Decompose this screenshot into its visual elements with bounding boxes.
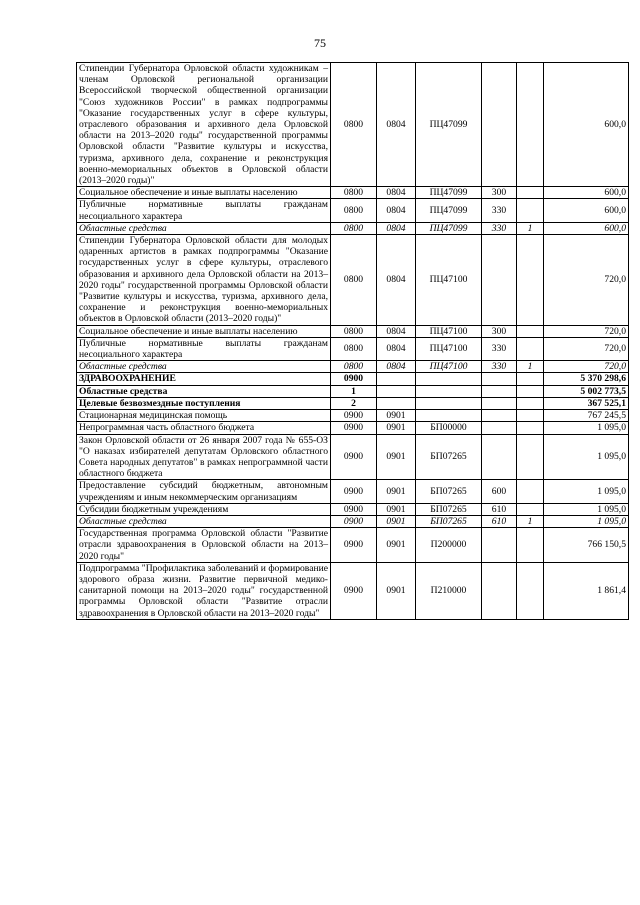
row-name: ЗДРАВООХРАНЕНИЕ bbox=[77, 373, 331, 385]
row-name: Стипендии Губернатора Орловской области художникам – членам Орловской региональной организации Всероссийской творческой общественной организации "Союз художников России" в рамках подпрограммы "Оказание государственных услуг в сфере культуры, отраслевого образования и архивного дела Орловской области на 2013–2020 годы" государственной программы Орловской области "Развитие культуры и искусства, туризма, архивного дела, сохранение и реконструкция военно-мемориальных объектов в Орловской области (2013–2020 годы)" bbox=[77, 63, 331, 187]
row-amount: 600,0 bbox=[544, 199, 629, 222]
row-section-code: 0900 bbox=[331, 515, 377, 527]
table-row bbox=[77, 187, 629, 199]
row-funding-source bbox=[517, 528, 544, 563]
table-row bbox=[77, 235, 629, 326]
row-section-code: 0800 bbox=[331, 325, 377, 337]
row-amount: 600,0 bbox=[544, 222, 629, 234]
row-section-code: 0800 bbox=[331, 187, 377, 199]
row-funding-source: 1 bbox=[517, 515, 544, 527]
row-subsection-code: 0804 bbox=[377, 187, 416, 199]
row-funding-source bbox=[517, 199, 544, 222]
row-target-article: П200000 bbox=[416, 528, 482, 563]
row-target-article: ПЦ47100 bbox=[416, 337, 482, 360]
row-funding-source bbox=[517, 562, 544, 619]
table-row bbox=[77, 337, 629, 360]
row-amount: 720,0 bbox=[544, 361, 629, 373]
row-amount: 766 150,5 bbox=[544, 528, 629, 563]
row-name: Социальное обеспечение и иные выплаты населению bbox=[77, 187, 331, 199]
row-funding-source: 1 bbox=[517, 222, 544, 234]
row-expense-type: 600 bbox=[482, 480, 517, 503]
row-amount: 1 095,0 bbox=[544, 503, 629, 515]
row-target-article: БП07265 bbox=[416, 480, 482, 503]
row-expense-type: 330 bbox=[482, 199, 517, 222]
row-target-article bbox=[416, 373, 482, 385]
row-subsection-code bbox=[377, 397, 416, 409]
row-name: Публичные нормативные выплаты гражданам несоциального характера bbox=[77, 337, 331, 360]
row-expense-type bbox=[482, 434, 517, 480]
row-section-code: 0800 bbox=[331, 199, 377, 222]
row-section-code: 0900 bbox=[331, 373, 377, 385]
row-target-article bbox=[416, 410, 482, 422]
row-name: Подпрограмма "Профилактика заболеваний и формирование здорового образа жизни. Развитие первичной медико-санитарной помощи на 2013–2020 годы" государственной программы Орловской области "Развитие отрасли здравоохранения в Орловской области на 2013–2020 годы" bbox=[77, 562, 331, 619]
row-amount: 1 861,4 bbox=[544, 562, 629, 619]
row-name: Областные средства bbox=[77, 385, 331, 397]
row-expense-type bbox=[482, 63, 517, 187]
row-section-code: 0800 bbox=[331, 63, 377, 187]
table-row bbox=[77, 361, 629, 373]
row-section-code: 0900 bbox=[331, 434, 377, 480]
table-row bbox=[77, 434, 629, 480]
row-amount: 1 095,0 bbox=[544, 480, 629, 503]
row-subsection-code: 0804 bbox=[377, 199, 416, 222]
row-name: Областные средства bbox=[77, 222, 331, 234]
row-funding-source: 1 bbox=[517, 361, 544, 373]
row-target-article: ПЦ47100 bbox=[416, 235, 482, 326]
row-expense-type: 610 bbox=[482, 503, 517, 515]
budget-table bbox=[76, 62, 629, 620]
row-expense-type bbox=[482, 397, 517, 409]
table-row bbox=[77, 373, 629, 385]
table-row bbox=[77, 63, 629, 187]
row-subsection-code: 0901 bbox=[377, 528, 416, 563]
row-subsection-code: 0901 bbox=[377, 480, 416, 503]
row-funding-source bbox=[517, 235, 544, 326]
row-name: Социальное обеспечение и иные выплаты населению bbox=[77, 325, 331, 337]
row-section-code: 0800 bbox=[331, 235, 377, 326]
row-expense-type bbox=[482, 528, 517, 563]
row-subsection-code: 0901 bbox=[377, 562, 416, 619]
row-expense-type: 300 bbox=[482, 187, 517, 199]
table-row bbox=[77, 528, 629, 563]
row-section-code: 1 bbox=[331, 385, 377, 397]
table-row bbox=[77, 562, 629, 619]
row-target-article: БП00000 bbox=[416, 422, 482, 434]
row-target-article: П210000 bbox=[416, 562, 482, 619]
row-target-article: ПЦ47099 bbox=[416, 222, 482, 234]
row-funding-source bbox=[517, 187, 544, 199]
row-expense-type: 610 bbox=[482, 515, 517, 527]
page-number: 75 bbox=[314, 36, 326, 50]
row-funding-source bbox=[517, 503, 544, 515]
row-target-article: ПЦ47100 bbox=[416, 325, 482, 337]
table-row bbox=[77, 397, 629, 409]
row-name: Областные средства bbox=[77, 361, 331, 373]
row-funding-source bbox=[517, 434, 544, 480]
row-target-article: БП07265 bbox=[416, 434, 482, 480]
row-name: Непрограммная часть областного бюджета bbox=[77, 422, 331, 434]
row-funding-source bbox=[517, 410, 544, 422]
table-row bbox=[77, 422, 629, 434]
row-funding-source bbox=[517, 373, 544, 385]
row-section-code: 0900 bbox=[331, 503, 377, 515]
row-target-article: ПЦ47100 bbox=[416, 361, 482, 373]
row-section-code: 0800 bbox=[331, 337, 377, 360]
row-target-article bbox=[416, 397, 482, 409]
row-target-article: ПЦ47099 bbox=[416, 63, 482, 187]
row-subsection-code: 0804 bbox=[377, 235, 416, 326]
table-row bbox=[77, 385, 629, 397]
table-row bbox=[77, 222, 629, 234]
budget-table-body bbox=[77, 63, 629, 620]
row-amount: 5 370 298,6 bbox=[544, 373, 629, 385]
row-subsection-code bbox=[377, 385, 416, 397]
row-amount: 1 095,0 bbox=[544, 515, 629, 527]
row-expense-type: 300 bbox=[482, 325, 517, 337]
table-row bbox=[77, 515, 629, 527]
row-expense-type bbox=[482, 410, 517, 422]
row-section-code: 0900 bbox=[331, 410, 377, 422]
row-name: Стипендии Губернатора Орловской области для молодых одаренных артистов в рамках подпрограммы "Оказание государственных услуг в сфере культуры, отраслевого образования и архивного дела Орловской области на 2013–2020 годы" государственной программы Орловской области "Развитие культуры и искусства, туризма, архивного дела, сохранение и реконструкция военно-мемориальных объектов в Орловской области (2013–2020 годы)" bbox=[77, 235, 331, 326]
row-subsection-code: 0804 bbox=[377, 325, 416, 337]
row-funding-source bbox=[517, 337, 544, 360]
row-section-code: 0800 bbox=[331, 361, 377, 373]
table-row bbox=[77, 199, 629, 222]
row-expense-type bbox=[482, 373, 517, 385]
table-row bbox=[77, 410, 629, 422]
row-funding-source bbox=[517, 63, 544, 187]
row-target-article: ПЦ47099 bbox=[416, 199, 482, 222]
row-name: Целевые безвозмездные поступления bbox=[77, 397, 331, 409]
row-subsection-code: 0901 bbox=[377, 410, 416, 422]
row-subsection-code: 0804 bbox=[377, 337, 416, 360]
row-expense-type bbox=[482, 385, 517, 397]
row-target-article: БП07265 bbox=[416, 515, 482, 527]
row-amount: 1 095,0 bbox=[544, 434, 629, 480]
row-section-code: 0900 bbox=[331, 480, 377, 503]
row-amount: 600,0 bbox=[544, 63, 629, 187]
row-amount: 720,0 bbox=[544, 325, 629, 337]
row-expense-type bbox=[482, 562, 517, 619]
row-amount: 1 095,0 bbox=[544, 422, 629, 434]
row-amount: 720,0 bbox=[544, 337, 629, 360]
row-expense-type: 330 bbox=[482, 222, 517, 234]
row-name: Предоставление субсидий бюджетным, автономным учреждениям и иным некоммерческим организациям bbox=[77, 480, 331, 503]
row-expense-type bbox=[482, 235, 517, 326]
row-target-article: БП07265 bbox=[416, 503, 482, 515]
row-section-code: 0900 bbox=[331, 562, 377, 619]
row-section-code: 0900 bbox=[331, 422, 377, 434]
row-section-code: 2 bbox=[331, 397, 377, 409]
row-name: Областные средства bbox=[77, 515, 331, 527]
row-expense-type: 330 bbox=[482, 361, 517, 373]
row-name: Субсидии бюджетным учреждениям bbox=[77, 503, 331, 515]
row-funding-source bbox=[517, 422, 544, 434]
row-subsection-code: 0804 bbox=[377, 361, 416, 373]
row-subsection-code: 0804 bbox=[377, 63, 416, 187]
row-name: Государственная программа Орловской области "Развитие отрасли здравоохранения в Орловской области на 2013–2020 годы" bbox=[77, 528, 331, 563]
row-funding-source bbox=[517, 325, 544, 337]
table-row bbox=[77, 480, 629, 503]
row-subsection-code: 0901 bbox=[377, 422, 416, 434]
row-expense-type: 330 bbox=[482, 337, 517, 360]
row-name: Закон Орловской области от 26 января 2007 года № 655-ОЗ "О наказах избирателей депутатам Орловского областного Совета народных депутатов" в рамках непрограммной части областного бюджета bbox=[77, 434, 331, 480]
row-subsection-code: 0901 bbox=[377, 503, 416, 515]
row-subsection-code: 0901 bbox=[377, 515, 416, 527]
row-subsection-code bbox=[377, 373, 416, 385]
row-expense-type bbox=[482, 422, 517, 434]
row-name: Стационарная медицинская помощь bbox=[77, 410, 331, 422]
row-funding-source bbox=[517, 397, 544, 409]
row-target-article bbox=[416, 385, 482, 397]
row-section-code: 0900 bbox=[331, 528, 377, 563]
row-funding-source bbox=[517, 480, 544, 503]
table-row bbox=[77, 503, 629, 515]
row-amount: 367 525,1 bbox=[544, 397, 629, 409]
row-section-code: 0800 bbox=[331, 222, 377, 234]
row-funding-source bbox=[517, 385, 544, 397]
row-name: Публичные нормативные выплаты гражданам несоциального характера bbox=[77, 199, 331, 222]
row-subsection-code: 0901 bbox=[377, 434, 416, 480]
row-target-article: ПЦ47099 bbox=[416, 187, 482, 199]
row-amount: 720,0 bbox=[544, 235, 629, 326]
row-amount: 600,0 bbox=[544, 187, 629, 199]
row-amount: 767 245,5 bbox=[544, 410, 629, 422]
row-amount: 5 002 773,5 bbox=[544, 385, 629, 397]
table-row bbox=[77, 325, 629, 337]
row-subsection-code: 0804 bbox=[377, 222, 416, 234]
